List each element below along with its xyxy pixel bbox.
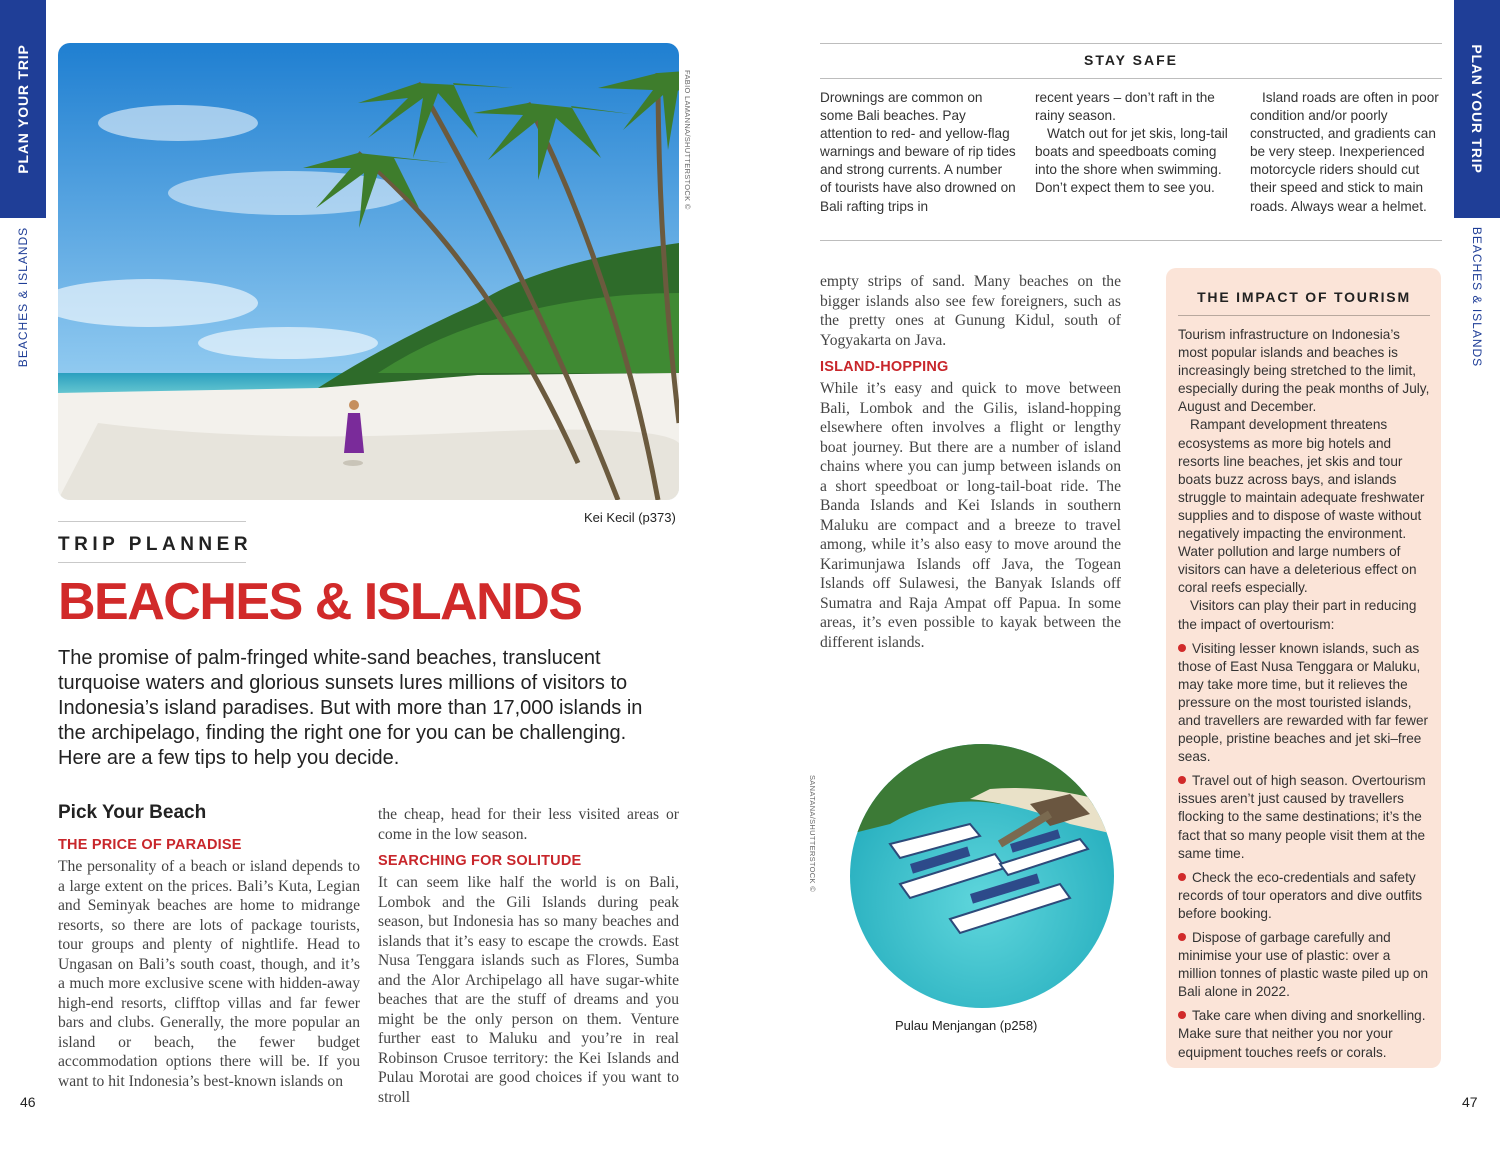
divider — [820, 240, 1442, 241]
bullet-text: Check the eco-credentials and safety records of tour operators and dive outfits before booking. — [1178, 869, 1423, 921]
bullet-text: Take care when diving and snorkelling. Make sure that neither you nor your equipment touches reefs or corals. — [1178, 1008, 1426, 1060]
page-number-right: 47 — [1462, 1094, 1478, 1110]
tourism-bullet — [1178, 869, 1432, 923]
divider — [58, 562, 246, 563]
tourism-paragraph: Visitors can play their part in reducing the impact of overtourism: — [1178, 598, 1417, 632]
beach-photo — [58, 43, 679, 500]
divider — [820, 43, 1442, 44]
stay-safe-para: recent years – don’t raft in the rainy season. — [1035, 90, 1215, 124]
photo-caption: Kei Kecil (p373) — [584, 510, 676, 525]
tourism-paragraph: Rampant development threatens ecosystems as more big hotels and resorts line beaches, jet skis and tour boats buzz across bays, and islands struggle to maintain adequate freshwater supplies and to dispose of waste without negatively impacting the environment. Water pollution and large numbers of visitors can have a deleterious effect on coral reefs especially. — [1178, 417, 1425, 596]
bullet-dot-icon — [1178, 776, 1186, 784]
pier-photo — [850, 744, 1114, 1008]
tourism-paragraph: Tourism infrastructure on Indonesia’s most popular islands and beaches is increasingly being stretched to the limit, especially during the peak months of July, August and December. — [1178, 327, 1430, 415]
page-number-left: 46 — [20, 1094, 36, 1110]
body-text-continued: the cheap, head for their less visited areas or come in the low season. — [378, 806, 679, 843]
tourism-bullet — [1178, 772, 1432, 862]
divider — [58, 521, 246, 522]
page-title: BEACHES & ISLANDS — [58, 573, 582, 631]
divider — [820, 78, 1442, 79]
tourism-bullet — [1178, 1007, 1432, 1061]
bullet-text: Travel out of high season. Overtourism issues aren’t just caused by travellers flocking to the same destinations; it’s the fact that so many people visit them at the same time. — [1178, 773, 1426, 861]
section-tab-left — [0, 0, 46, 218]
bullet-dot-icon — [1178, 933, 1186, 941]
tourism-bullet — [1178, 640, 1432, 767]
stay-safe-para: Watch out for jet skis, long-tail boats and speedboats coming into the shore when swimming. Don’t expect them to see you. — [1035, 126, 1228, 196]
body-text-hopping: While it’s easy and quick to move between Bali, Lombok and the Gilis, island-hopping elsewhere often involves a flight or lengthy boat journey. But there are a number of island chains where you can jump between islands on a short speedboat or long-tail-boat ride. The Banda Islands and Kei Islands in southern Maluku are compact and a breeze to travel among, while it’s also easy to move around the Karimunjawa Islands off Java, the Togean Islands off Sulawesi, the Banyak Islands off Sumatra and Raja Ampat off Papua. In some areas, it’s even possible to kayak between the different islands. — [820, 380, 1121, 651]
tourism-bullet — [1178, 929, 1432, 1001]
photo-credit: SANATANA/SHUTTERSTOCK © — [808, 775, 817, 893]
bullet-dot-icon — [1178, 873, 1186, 881]
subheading-solitude: SEARCHING FOR SOLITUDE — [378, 853, 582, 869]
subheading-hopping: ISLAND-HOPPING — [820, 359, 949, 375]
chapter-label-text: BEACHES & ISLANDS — [16, 226, 30, 368]
section-heading: Pick Your Beach — [58, 802, 207, 823]
section-tab-label: PLAN YOUR TRIP — [1469, 44, 1485, 174]
photo-caption: Pulau Menjangan (p258) — [895, 1018, 1038, 1033]
bullet-dot-icon — [1178, 644, 1186, 652]
stay-safe-col-2 — [1035, 89, 1231, 198]
bullet-text: Visiting lesser known islands, such as those of East Nusa Tenggara or Maluku, may take more time, but it relieves the pressure on the most touristed islands, and travellers are rewarded with far fewer people, pristine beaches and jet ski–free seas. — [1178, 640, 1429, 765]
stay-safe-title: STAY SAFE — [1084, 52, 1178, 68]
photo-credit: FABIO LAMANNA/SHUTTERSTOCK © — [683, 70, 692, 210]
body-text-continued: empty strips of sand. Many beaches on the bigger islands also see few foreigners, such as the pretty ones at Gunung Kidul, south of Yogyakarta on Java. — [820, 273, 1121, 349]
body-text-solitude: It can seem like half the world is on Bali, Lombok and the Gili Islands during peak season, but Indonesia has so many beaches and islands that it’s easy to escape the crowds. East Nusa Tenggara islands such as Flores, Sumba and the Alor Archipelago all have sugar-white beaches that are the stuff of dreams and you might be the only person on them. Venture further east to Maluku and you’re in real Robinson Crusoe territory: the Kei Islands and Pulau Morotai are good choices if you want to stroll — [378, 874, 679, 1106]
section-tab-right — [1454, 0, 1500, 218]
kicker: TRIP PLANNER — [58, 534, 253, 555]
intro-paragraph: The promise of palm-fringed white-sand beaches, translucent turquoise waters and glorious sunsets lures millions of visitors to Indonesia’s island paradises. But with more than 17,000 islands in the archipelago, finding the right one for you can be challenging. Here are a few tips to help you decide. — [58, 647, 643, 769]
subheading-price: THE PRICE OF PARADISE — [58, 837, 242, 853]
tourism-body — [1178, 326, 1432, 1062]
bullet-text: Dispose of garbage carefully and minimise your use of plastic: over a million tonnes of plastic waste piled up on Bali alone in 2022. — [1178, 930, 1429, 1000]
divider — [1178, 315, 1430, 316]
stay-safe-col-3: Island roads are often in poor condition and/or poorly constructed, and gradients can be very steep. Inexperienced motorcycle riders should cut their speed and stick to main roads. Always wear a helmet. — [1250, 90, 1439, 214]
body-text-price: The personality of a beach or island depends to a large extent on the prices. Bali’s Kuta, Legian and Seminyak beaches are home to midrange resorts, so there are lots of package tourists, tour groups and plenty of nightlife. Head to Ungasan on Bali’s south coast, though, and it’s a much more exclusive scene with hidden-away high-end resorts, clifftop villas and far fewer bars and clubs. Generally, the more popular an island or beach, the fewer budget accommodation options there will be. If you want to hit Indonesia’s best-known islands on — [58, 858, 360, 1090]
chapter-label-left — [0, 222, 46, 372]
stay-safe-col-1: Drownings are common on some Bali beaches. Pay attention to red- and yellow-flag warnings and beware of rip tides and strong currents. A number of tourists have also drowned on Bali rafting trips in — [820, 90, 1016, 214]
section-tab-label: PLAN YOUR TRIP — [15, 44, 31, 174]
chapter-label-text: BEACHES & ISLANDS — [1470, 226, 1484, 368]
chapter-label-right — [1454, 222, 1500, 372]
tourism-title: THE IMPACT OF TOURISM — [1197, 289, 1411, 305]
bullet-dot-icon — [1178, 1011, 1186, 1019]
